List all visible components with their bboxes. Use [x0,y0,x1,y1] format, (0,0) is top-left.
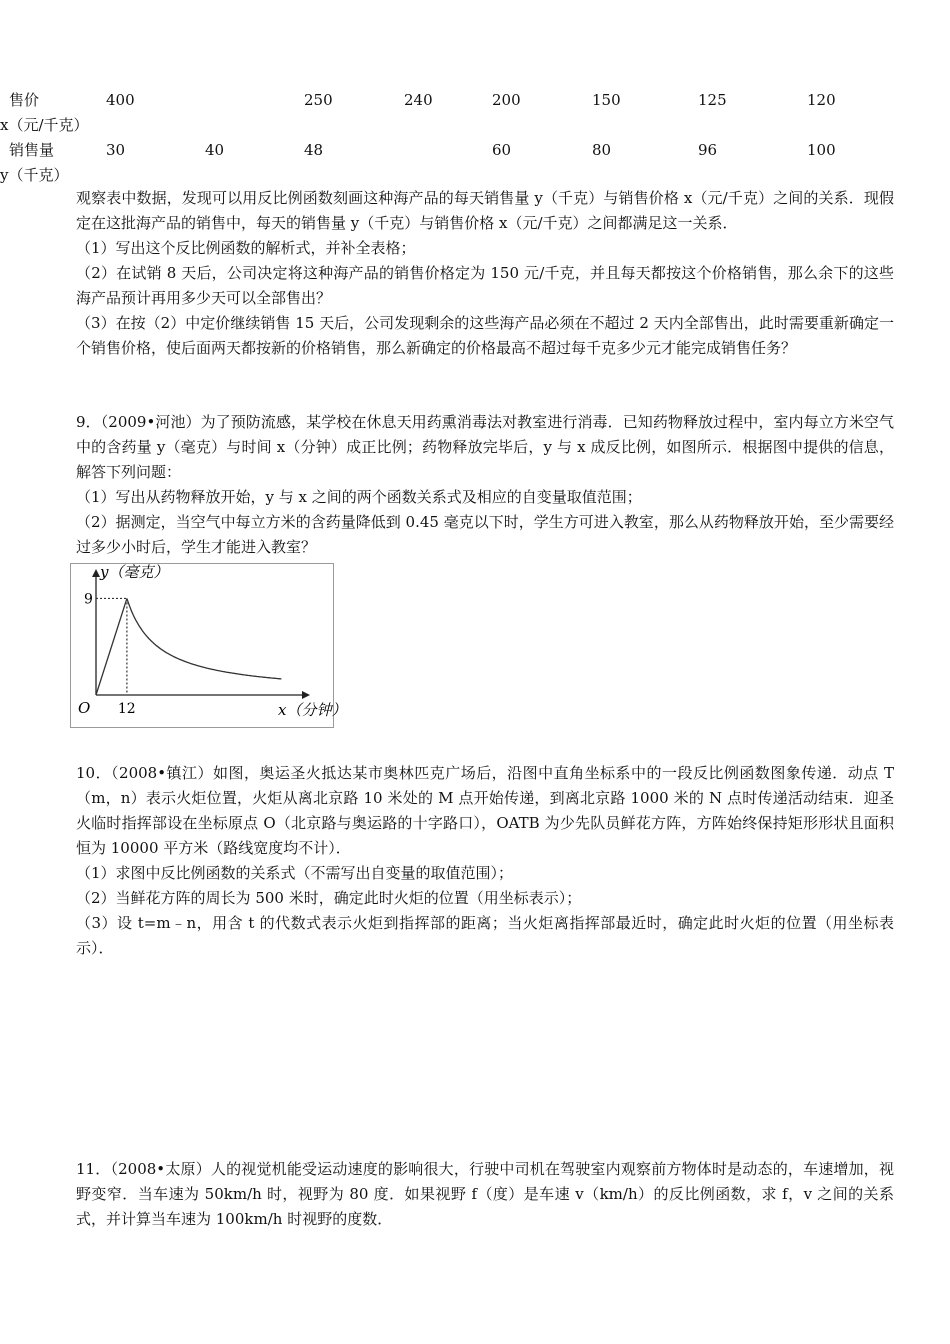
q10-intro: 10．（2008•镇江）如图，奥运圣火抵达某市奥林匹克广场后，沿图中直角坐标系中的一段反比例函数图象传递．动点 T（m，n）表示火炬位置，火炬从离北京路 10 米处的 M 点开始传递，到离北京路 1000 米的 N 点时传递活动结束．迎圣火临时指挥部设在坐标原点 O（北京路与奥运路的十字路口），OATB 为少先队员鲜花方阵，方阵始终保持矩形形状且面积恒为 10000 平方米（路线宽度均不计）． [76,764,894,857]
table-cell: 60 [492,141,512,159]
question-8 [76,186,894,361]
peak-x-tick-label: 12 [117,701,136,717]
question-9 [76,410,894,560]
table-cell: 240 [404,91,433,109]
x-axis-label: x（分钟） [278,701,347,719]
row2-label: 销售量 [9,141,55,159]
q11-intro: 11．（2008•太原）人的视觉机能受运动速度的影响很大，行驶中司机在驾驶室内观察前方物体时是动态的，车速增加，视野变窄．当车速为 50km/h 时，视野为 80 度．如果视野 f（度）是车速 v（km/h）的反比例函数，求 f，v 之间的关系式，并计算当车速为 100km/h 时视野的度数． [76,1160,894,1228]
q9-part-2: （2）据测定，当空气中每立方米的含药量降低到 0.45 毫克以下时，学生方可进入教室，那么从药物释放开始，至少需要经过多少小时后，学生才能进入教室？ [76,513,894,556]
question-11 [76,1157,894,1232]
table-cell: 250 [304,91,333,109]
y-axis-label: y（毫克） [100,563,169,581]
table-cell: 30 [106,141,126,159]
table-cell: 200 [492,91,521,109]
q10-part-3: （3）设 t=m﹣n，用含 t 的代数式表示火炬到指挥部的距离；当火炬离指挥部最近时，确定此时火炬的位置（用坐标表示）． [76,914,894,957]
row1-sublabel: x（元/千克） [0,116,89,134]
q8-intro: 观察表中数据，发现可以用反比例函数刻画这种海产品的每天销售量 y（千克）与销售价格 x（元/千克）之间的关系．现假定在这批海产品的销售中，每天的销售量 y（千克）与销售价格 x（元/千克）之间都满足这一关系． [76,189,894,232]
table-cell: 100 [807,141,836,159]
table-cell: 80 [592,141,612,159]
q9-intro: 9．（2009•河池）为了预防流感，某学校在休息天用药熏消毒法对教室进行消毒．已知药物释放过程中，室内每立方米空气中的含药量 y（毫克）与时间 x（分钟）成正比例；药物释放完毕后，y 与 x 成反比例，如图所示．根据图中提供的信息，解答下列问题： [76,413,894,481]
table-cell: 400 [106,91,135,109]
table-cell: 40 [205,141,225,159]
peak-y-tick-label: 9 [84,591,93,608]
row2-sublabel: y（千克） [0,166,69,184]
table-cell: 96 [698,141,718,159]
question-10 [76,761,894,961]
table-cell: 120 [807,91,836,109]
table-cell: 150 [592,91,621,109]
row1-label: 售价 [9,91,40,109]
q8-part-2: （2）在试销 8 天后，公司决定将这种海产品的销售价格定为 150 元/千克，并且每天都按这个价格销售，那么余下的这些海产品预计再用多少天可以全部售出？ [76,264,894,307]
q9-part-1: （1）写出从药物释放开始，y 与 x 之间的两个函数关系式及相应的自变量取值范围； [76,488,642,506]
q9-graph [70,563,347,728]
q8-part-3: （3）在按（2）中定价继续销售 15 天后，公司发现剩余的这些海产品必须在不超过 2 天内全部售出，此时需要重新确定一个销售价格，使后面两天都按新的价格销售，那么新确定的价格最高不超过每千克多少元才能完成销售任务？ [76,314,894,357]
table-cell: 125 [698,91,727,109]
q10-part-2: （2）当鲜花方阵的周长为 500 米时，确定此时火炬的位置（用坐标表示）； [76,889,582,907]
q8-part-1: （1）写出这个反比例函数的解析式，并补全表格； [76,239,416,257]
q10-part-1: （1）求图中反比例函数的关系式（不需写出自变量的取值范围）； [76,864,514,882]
table-cell: 48 [304,141,324,159]
origin-label: O [78,699,91,717]
